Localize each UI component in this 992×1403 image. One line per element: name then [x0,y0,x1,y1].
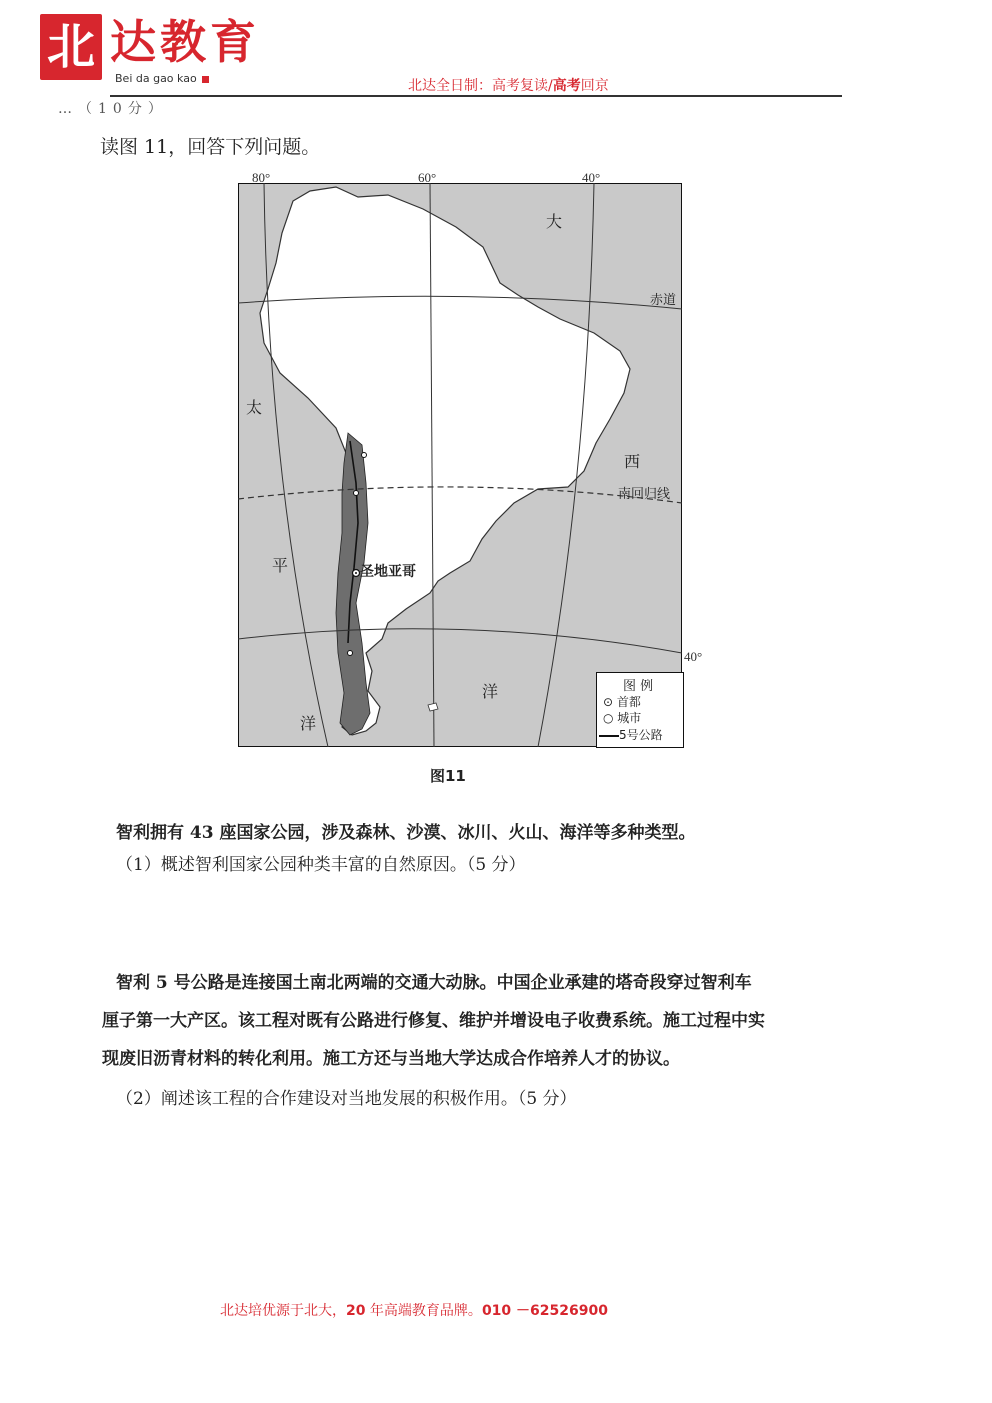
map-legend [596,672,684,748]
logo-square-icon [202,76,209,83]
footer-text: 北达培优源于北大，20 年高端教育品牌。010 －62526900 [220,1303,608,1319]
header-tagline: 北达全日制：高考复读/高考回京 [408,78,609,94]
question-2: （2）阐述该工程的合作建设对当地发展的积极作用。（5 分） [116,1089,577,1109]
logo-pinyin: Bei da gao kao [115,72,209,85]
paragraph-2-line-3: 现废旧沥青材料的转化利用。施工方还与当地大学达成合作培养人才的协议。 [102,1049,680,1069]
city-symbol-icon: ○ [603,711,618,725]
question-1: （1）概述智利国家公园种类丰富的自然原因。（5 分） [116,855,526,875]
degree-label-40w: 40° [582,170,601,185]
ocean-char-da: 大 [546,212,563,231]
cut-off-text: …（10分） [58,101,168,117]
legend-capital: ⊙ 首都 [603,695,641,709]
paragraph-2-line-2: 厘子第一大产区。该工程对既有公路进行修复、维护并增设电子收费系统。施工过程中实 [102,1011,765,1031]
ocean-char-yang-2: 洋 [300,714,317,733]
ocean-char-yang: 洋 [482,682,499,701]
capital-symbol-icon: ⊙ [603,695,617,709]
question-prompt: 读图 11，回答下列问题。 [100,136,321,158]
ocean-char-tai: 太 [246,398,263,417]
legend-city: ○ 城市 [603,711,642,725]
legend-road: 5号公路 [599,726,663,743]
city-marker [348,651,353,656]
logo-text: 达教育 [110,15,260,69]
road-symbol-icon [599,735,619,737]
ocean-char-ping: 平 [272,556,289,575]
paragraph-1: 智利拥有 43 座国家公园，涉及森林、沙漠、冰川、火山、海洋等多种类型。 [116,823,696,843]
header-divider [110,95,842,97]
logo-mark: 北 [40,14,102,80]
degree-label-40s: 40° [684,649,703,664]
figure-caption: 图11 [430,767,466,785]
map-graphic [238,183,682,747]
equator-label: 赤道 [650,293,677,308]
city-marker [354,491,359,496]
ocean-char-xi: 西 [624,452,641,471]
degree-label-60: 60° [418,170,437,185]
footer-phone: 010 －62526900 [481,1303,608,1319]
south-america-map [238,170,703,747]
degree-label-80: 80° [252,170,271,185]
city-marker [362,453,367,458]
paragraph-2-line-1: 智利 5 号公路是连接国土南北两端的交通大动脉。中国企业承建的塔奇段穿过智利车 [116,973,752,993]
capital-label: 圣地亚哥 [360,564,416,580]
legend-title: 图 例 [623,679,654,694]
tropic-label: 南回归线 [618,487,671,502]
